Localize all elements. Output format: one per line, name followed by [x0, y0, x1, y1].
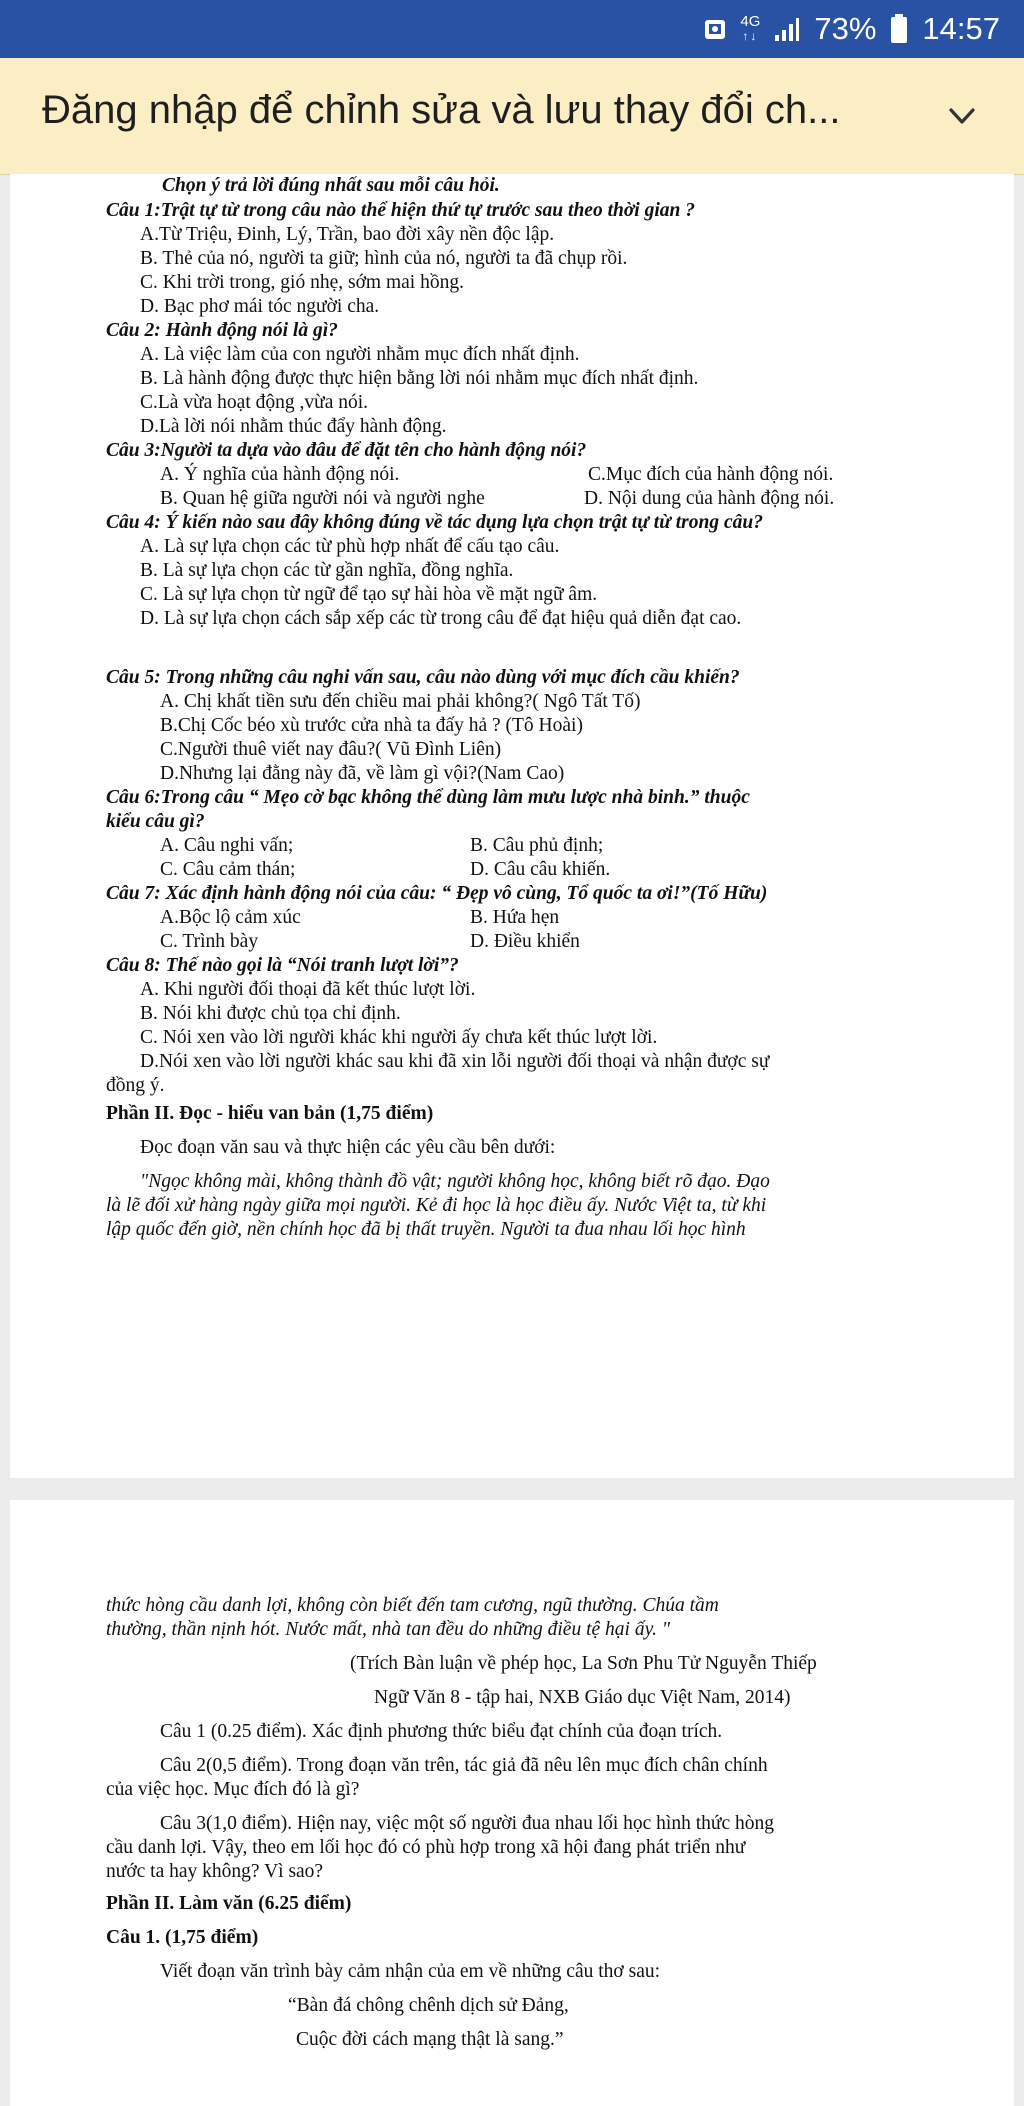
network-type: 4G	[740, 13, 761, 30]
reading-instruction: Đọc đoạn văn sau và thực hiện các yêu cầu bên dưới:	[140, 1137, 556, 1158]
question-4-option-d: D. Là sự lựa chọn cách sắp xếp các từ trong câu để đạt hiệu quả diễn đạt cao.	[140, 608, 742, 629]
document-page-1	[10, 174, 1014, 1478]
question-8-option-b: B. Nói khi được chủ tọa chỉ định.	[140, 1003, 401, 1024]
question-1-option-a: A.Từ Triệu, Đinh, Lý, Trần, bao đời xây nền độc lập.	[140, 224, 555, 245]
passage-line-1: "Ngọc không mài, không thành đồ vật; người không học, không biết rõ đạo. Đạo	[140, 1171, 770, 1192]
question-2-option-a: A. Là việc làm của con người nhằm mục đích nhất định.	[140, 344, 580, 365]
writing-section-heading: Phần II. Làm văn (6.25 điểm)	[106, 1893, 352, 1914]
question-5-option-b: B.Chị Cốc béo xù trước cửa nhà ta đấy hả ? (Tô Hoài)	[160, 715, 583, 736]
poem-line-1: “Bàn đá chông chênh dịch sử Đảng,	[288, 1995, 569, 2016]
signal-icon	[774, 16, 800, 42]
question-3-option-b: B. Quan hệ giữa người nói và người nghe	[160, 488, 485, 509]
poem-line-2: Cuộc đời cách mạng thật là sang.”	[296, 2029, 564, 2050]
question-1-option-b: B. Thẻ của nó, người ta giữ; hình của nó, người ta đã chụp rồi.	[140, 248, 628, 269]
passage-line-4: thức hòng cầu danh lợi, không còn biết đến tam cương, ngũ thường. Chúa tầm	[106, 1595, 719, 1616]
reading-question-1: Câu 1 (0.25 điểm). Xác định phương thức biểu đạt chính của đoạn trích.	[160, 1721, 723, 1742]
question-5-option-d: D.Nhưng lại đằng này đã, về làm gì vội?(Nam Cao)	[160, 763, 565, 784]
question-7-option-c: C. Trình bày	[160, 931, 259, 952]
document-page-2	[10, 1500, 1014, 2106]
passage-line-2: là lẽ đối xử hàng ngày giữa mọi người. Kẻ đi học là học điều ấy. Nước Việt ta, từ khi	[106, 1195, 767, 1216]
question-5-option-c: C.Người thuê viết nay đâu?( Vũ Đình Liên)	[160, 739, 502, 760]
banner-title: Đăng nhập để chỉnh sửa và lưu thay đổi ch...	[42, 88, 841, 132]
question-6-option-c: C. Câu cảm thán;	[160, 859, 296, 880]
question-6-option-b: B. Câu phủ định;	[470, 835, 604, 856]
reading-question-2-cont: của việc học. Mục đích đó là gì?	[106, 1779, 360, 1800]
photo-icon	[704, 17, 726, 41]
question-4-title: Câu 4: Ý kiến nào sau đây không đúng về tác dụng lựa chọn trật tự từ trong câu?	[106, 512, 763, 533]
question-8-option-d-cont: đồng ý.	[106, 1075, 165, 1096]
question-4-option-c: C. Là sự lựa chọn từ ngữ để tạo sự hài hòa về mặt ngữ âm.	[140, 584, 598, 605]
question-7-option-d: D. Điều khiển	[470, 931, 580, 952]
question-6-option-a: A. Câu nghi vấn;	[160, 835, 294, 856]
question-7-option-b: B. Hứa hẹn	[470, 907, 560, 928]
question-3-title: Câu 3:Người ta dựa vào đâu để đặt tên cho hành động nói?	[106, 440, 587, 461]
battery-percent: 73%	[814, 11, 877, 46]
question-6-title-cont: kiểu câu gì?	[106, 811, 205, 832]
question-6-title: Câu 6:Trong câu “ Mẹo cờ bạc không thể dùng làm mưu lược nhà binh.” thuộc	[106, 787, 750, 808]
question-8-title: Câu 8: Thế nào gọi là “Nói tranh lượt lời”?	[106, 955, 459, 976]
question-6-option-d: D. Câu câu khiến.	[470, 859, 611, 880]
network-4g-icon: 4G ↑↓	[740, 13, 761, 43]
question-7-title: Câu 7: Xác định hành động nói của câu: “ Đẹp vô cùng, Tổ quốc ta ơi!”(Tố Hữu)	[106, 883, 768, 904]
question-5-option-a: A. Chị khất tiền sưu đến chiều mai phải không?( Ngô Tất Tố)	[160, 691, 641, 712]
question-3-option-d: D. Nội dung của hành động nói.	[584, 488, 835, 509]
question-1-option-d: D. Bạc phơ mái tóc người cha.	[140, 296, 380, 317]
writing-instruction: Viết đoạn văn trình bày cảm nhận của em về những câu thơ sau:	[160, 1961, 661, 1982]
status-bar	[0, 0, 1024, 58]
citation-line-1: (Trích Bàn luận về phép học, La Sơn Phu Tử Nguyễn Thiếp	[350, 1653, 817, 1674]
passage-line-3: lập quốc đến giờ, nền chính học đã bị thất truyền. Người ta đua nhau lối học hình	[106, 1219, 746, 1240]
question-8-option-c: C. Nói xen vào lời người khác khi người ấy chưa kết thúc lượt lời.	[140, 1027, 658, 1048]
reading-question-3: Câu 3(1,0 điểm). Hiện nay, việc một số người đua nhau lối học hình thức hòng	[160, 1813, 774, 1834]
login-banner[interactable]	[0, 58, 1024, 175]
passage-line-5: thường, thần nịnh hót. Nước mất, nhà tan đều do những điều tệ hại ấy. "	[106, 1619, 671, 1640]
clock: 14:57	[922, 11, 1000, 46]
question-3-option-c: C.Mục đích của hành động nói.	[588, 464, 834, 485]
question-1-title: Câu 1:Trật tự từ trong câu nào thể hiện thứ tự trước sau theo thời gian ?	[106, 200, 695, 221]
status-icons	[704, 10, 1000, 48]
instruction-line: Chọn ý trả lời đúng nhất sau mỗi câu hỏi.	[162, 175, 500, 196]
reading-question-3-cont-1: cầu danh lợi. Vậy, theo em lối học đó có phù hợp trong xã hội đang phát triển như	[106, 1837, 746, 1858]
question-2-option-b: B. Là hành động được thực hiện bằng lời nói nhằm mục đích nhất định.	[140, 368, 699, 389]
citation-line-2: Ngữ Văn 8 - tập hai, NXB Giáo dục Việt Nam, 2014)	[374, 1687, 791, 1708]
question-2-title: Câu 2: Hành động nói là gì?	[106, 320, 338, 341]
reading-question-2: Câu 2(0,5 điểm). Trong đoạn văn trên, tác giả đã nêu lên mục đích chân chính	[160, 1755, 768, 1776]
question-7-option-a: A.Bộc lộ cảm xúc	[160, 907, 301, 928]
section-2-heading: Phần II. Đọc - hiểu van bản (1,75 điểm)	[106, 1103, 434, 1124]
question-5-title: Câu 5: Trong những câu nghi vấn sau, câu nào dùng với mục đích cầu khiến?	[106, 667, 740, 688]
question-4-option-b: B. Là sự lựa chọn các từ gần nghĩa, đồng nghĩa.	[140, 560, 514, 581]
chevron-down-icon[interactable]	[944, 98, 980, 134]
reading-question-3-cont-2: nước ta hay không? Vì sao?	[106, 1861, 324, 1882]
question-8-option-a: A. Khi người đối thoại đã kết thúc lượt lời.	[140, 979, 476, 1000]
question-4-option-a: A. Là sự lựa chọn các từ phù hợp nhất để cấu tạo câu.	[140, 536, 560, 557]
question-3-option-a: A. Ý nghĩa của hành động nói.	[160, 464, 400, 485]
question-2-option-c: C.Là vừa hoạt động ,vừa nói.	[140, 392, 369, 413]
question-2-option-d: D.Là lời nói nhằm thúc đẩy hành động.	[140, 416, 447, 437]
question-8-option-d: D.Nói xen vào lời người khác sau khi đã xin lỗi người đối thoại và nhận được sự	[140, 1051, 770, 1072]
question-1-option-c: C. Khi trời trong, gió nhẹ, sớm mai hồng.	[140, 272, 464, 293]
writing-question-1: Câu 1. (1,75 điểm)	[106, 1927, 259, 1948]
battery-icon	[890, 14, 908, 44]
